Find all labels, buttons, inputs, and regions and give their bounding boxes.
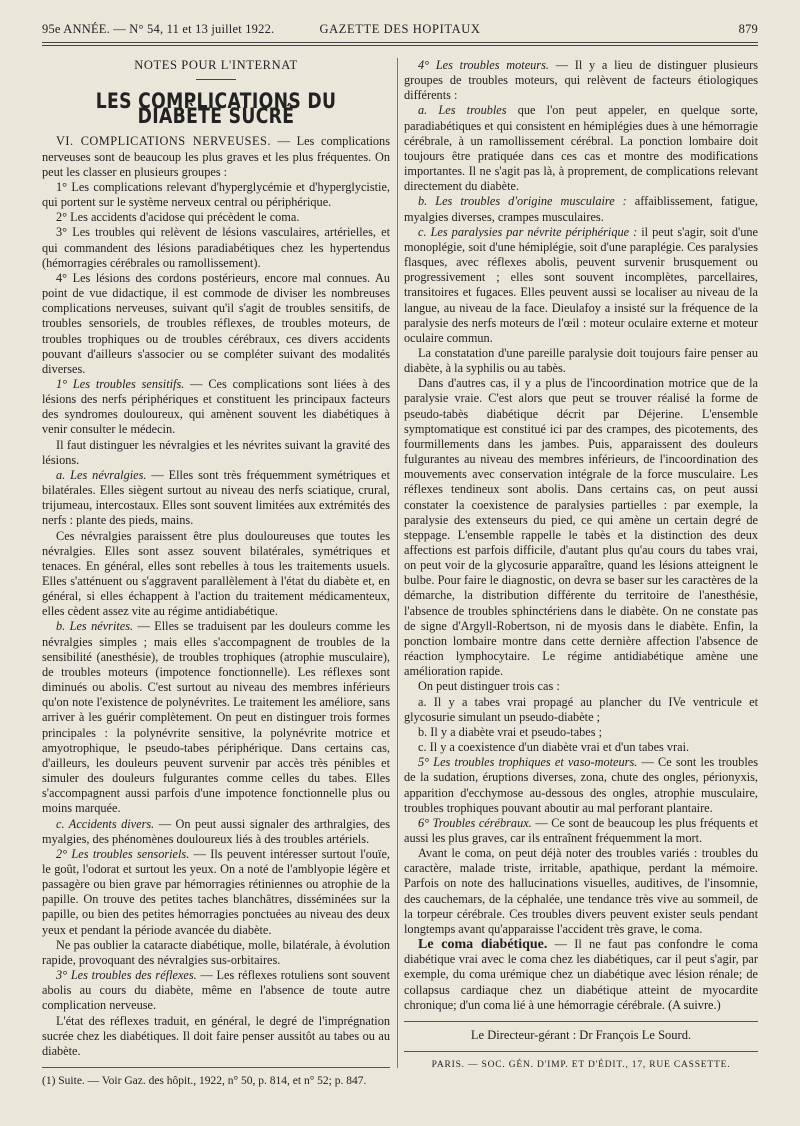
page-number: 879 (738, 22, 758, 36)
article-title: LES COMPLICATIONS DU DIABÈTE SUCRÉ (95, 89, 337, 129)
paragraph-text: — Les complications nerveuses sont de beaucoup les plus graves et les plus fréquentes. On peut les classer en plusieurs groupes : (42, 134, 390, 179)
paragraph-text: L'état des réflexes traduit, en général, le degré de l'imprégnation sucrée chez les diabétiques. Il doit faire penser aussitôt au tabes ou au diabète. (42, 1013, 390, 1058)
paragraph-text: — Elles sont très fréquemment symétriques et bilatérales. Elles siègent surtout au niveau des nerfs sciatique, crural, trijumeau, intercostaux. Elles sont souvent limitées aux extrémités des nerfs : plante des pieds, mains. (42, 467, 390, 528)
paragraph-heading: 6° Troubles cérébraux. (418, 815, 532, 830)
paragraph-text: — Les réflexes rotuliens sont souvent abolis au cours du diabète, même en l'absence de toute autre complication nerveuse. (42, 968, 390, 1013)
right-column (404, 58, 758, 1073)
paragraph-heading: b. Les névrites. (56, 619, 134, 634)
paragraph-text: — Il ne faut pas confondre le coma diabétique vrai avec le coma chez les diabétiques, car il peut s'agir, par exemple, du coma urémique chez un diabétique avec lésion rénale; de collapsus cardiaque chez un diabétique atteint de myocardite chronique; d'un coma lié à une hémorragie cérébrale. (A suivre.) (404, 937, 758, 1012)
paragraph-text: 1° Les complications relevant d'hyperglycémie et d'hyperglycistie, qui portent sur le système nerveux central ou périphérique. (42, 179, 390, 210)
paragraph (42, 468, 390, 529)
footnote-rule (42, 1067, 390, 1068)
paragraph-text: 2° Les accidents d'acidose qui précèdent le coma. (56, 210, 300, 225)
paragraph (404, 755, 758, 816)
paragraph-text: — Ils peuvent intéresser surtout l'ouïe, le goût, l'odorat et surtout les yeux. On a noté de l'amblyopie légère et passagère ou bien grave par hémorragies rétiniennes ou atrophie de la papille. On trouve des petites taches blanchâtres, disséminées sur la papille, ou bien des petites hémorragies ponctuées au niveau des deux yeux et pendant la période avancée du diabète. (42, 846, 390, 937)
printer-line: PARIS. — SOC. GÉN. D'IMP. ET D'ÉDIT., 17, RUE CASSETTE. (431, 1060, 731, 1070)
paragraph-lead: VI. COMPLICATIONS NERVEUSES. (56, 134, 271, 149)
paragraph (42, 377, 390, 438)
paragraph-text: Ne pas oublier la cataracte diabétique, molle, bilatérale, à évolution rapide, provoquant des névralgies sus-orbitaires. (42, 937, 390, 967)
paragraph-text: b. Il y a diabète vrai et pseudo-tabes ; (418, 724, 603, 739)
section-rule (196, 79, 236, 80)
signature-rule (404, 1021, 758, 1022)
paragraph-text: que l'on peut appeler, en quelque sorte, paradiabétiques et qui consistent en hémiplégies dues à une hémorragie cérébrale, à un ramollissement cérébral. La ponction lombaire doit toujours être pratiquée dans ces cas et montre des modifications importantes. Il ne s'agit pas là, à proprement, de complications relevant directement du diabète. (404, 103, 758, 194)
paragraph-heading: a. Les névralgies. (56, 467, 147, 482)
paragraph (404, 679, 758, 694)
paragraph (404, 846, 758, 937)
paragraph (404, 225, 758, 346)
paragraph-text: 4° Les lésions des cordons postérieurs, encore mal connues. Au point de vue didactique, il est commode de diviser les nombreuses complications nerveuses, suivant qu'il s'agit de troubles sensitifs, de troubles sensoriels, de troubles réflexes, de troubles moteurs, de troubles trophiques ou de troubles cérébraux, ces divers accidents pouvant d'ailleurs s'associer ou se compléter suivant des modalités diverses. (42, 270, 390, 376)
paragraph-text: 3° Les troubles qui relèvent de lésions vasculaires, artérielles, et qui commandent des lésions paradiabétiques chez les hypertendus (hémorragies cérébrales ou ramollissement). (42, 225, 390, 270)
paragraph-text: On peut distinguer trois cas : (418, 679, 560, 694)
paragraph (42, 968, 390, 1013)
paragraph-text: — Elles se traduisent par les douleurs comme les névralgies simples ; mais elles s'accompagnent de troubles de la sensibilité (anesthésie), de troubles trophiques (atrophie musculaire), de troubles moteurs (impotence fonctionnelle). Les réflexes sont diminués ou abolis. C'est surtout au niveau des membres inférieurs qu'on note l'existence de polynévrites. Le traitement les améliore, sans arriver à les guérir complètement. On peut en distinguer trois formes principales : la polynévrite sensitive, la polynévrite motrice et amyotrophique, le pseudo-tabes périphérique. Dans certains cas, d'ailleurs, les douleurs peuvent survenir par accès très pénibles et simuler des douleurs fulgurantes comme celles du tabes. Elles s'accompagnent aussi parfois d'une impotence fonctionnelle plus ou moins marquée. (42, 619, 390, 816)
paragraph (42, 529, 390, 620)
paragraph (42, 619, 390, 816)
paragraph-text: — On peut aussi signaler des arthralgies, des myalgies, des phénomènes douloureux liés à des troubles artériels. (42, 816, 390, 846)
issue-info: 95e ANNÉE. — N° 54, 11 et 13 juillet 1922. (42, 22, 275, 36)
column-divider (397, 58, 398, 1068)
paragraph (404, 937, 758, 1013)
paragraph-heading: c. Accidents divers. (56, 816, 155, 831)
paragraph (42, 1014, 390, 1059)
signature: Le Directeur-gérant : Dr François Le Sourd. (470, 1027, 692, 1042)
paragraph-text: c. Il y a coexistence d'un diabète vrai et d'un tabes vrai. (418, 740, 690, 755)
paragraph (42, 180, 390, 210)
right-body (404, 58, 758, 1013)
running-header (42, 22, 758, 40)
paragraph-heading: c. Les paralysies par névrite périphérique : (418, 224, 638, 239)
paragraph-text: Dans d'autres cas, il y a plus de l'incoordination motrice que de la paralysie vraie. C'est alors que peut se trouver réalisé la forme de pseudo-tabès diabétique décrit par Déjerine. L'ensemble symptomatique est constitué ici par des crampes, des picotements, des fourmillements dans les jambes. Puis, apparaissent des douleurs fulgurantes au niveau des membres inférieurs, de l'incoordination des mouvements avec conservation intégrale de la force musculaire. Les réflexes tendineux sont abolis. Dans certains cas, on peut aussi constater la coexistence de paralysies partielles : par exemple, la paralysie des extenseurs du pied, ce qui amène un certain degré de steppage. L'ensemble rappelle le tabès et la distinction des deux affections est parfois difficile, d'autant plus qu'au cours du tabes vrai, on peut voir de la glycosurie apparaître, quand les lésions atteignent le bulbe. Pour faire le diagnostic, on devra se baser sur les caractères de la démarche, la distribution différente du territoire de l'anesthésie, l'absence de troubles sphinctériens dans le diabète. On ne constate pas de signe d'Argyll-Robertson, ni de myosis dans le diabète. Enfin, la ponction lombaire montre dans cette dernière affection l'absence de réaction lymphocytaire. Le régime antidiabétique amène une amélioration rapide. (404, 376, 758, 679)
paragraph-heading: 2° Les troubles sensoriels. (56, 846, 190, 861)
paragraph (42, 134, 390, 179)
paragraph-text: La constatation d'une pareille paralysie doit toujours faire penser au diabète, à la syphilis ou au tabès. (404, 345, 758, 376)
paragraph (404, 740, 758, 755)
paragraph (404, 376, 758, 679)
paragraph (404, 194, 758, 224)
paragraph-text: Ces névralgies paraissent être plus douloureuses que toutes les névralgies. Elles sont assez souvent bilatérales, symétriques et tenaces. En général, elles sont rebelles à tous les traitements usuels. Elles s'atténuent ou s'aggravent parallèlement à l'état du diabète et, en général, si elles échappent à l'action du traitement médicamenteux, elles cèdent assez vite au régime antidiabétique. (42, 528, 390, 619)
paragraph-heading: 4° Les troubles moteurs. (418, 58, 549, 72)
paragraph (404, 695, 758, 725)
left-column (42, 58, 390, 1088)
section-label: NOTES POUR L'INTERNAT (134, 58, 298, 72)
paragraph (42, 271, 390, 377)
left-body (42, 134, 390, 1059)
header-rule (42, 42, 758, 43)
paragraph-text: — Ces complications sont liées à des lésions des nerfs périphériques et constituent les principaux facteurs des syndromes douloureux, qui amènent souvent les diabétiques à venir consulter le médecin. (42, 376, 390, 437)
paragraph-heading: 5° Les troubles trophiques et vaso-moteurs. (418, 755, 638, 770)
paragraph-heading: a. Les troubles (418, 103, 507, 118)
paragraph-text: affaiblissement, fatigue, myalgies diverses, crampes musculaires. (404, 194, 758, 224)
paragraph (42, 438, 390, 468)
paragraph (404, 346, 758, 376)
footnote: (1) Suite. — Voir Gaz. des hôpit., 1922, n° 50, p. 814, et n° 52; p. 847. (42, 1075, 367, 1087)
paragraph (42, 210, 390, 225)
paragraph-heading: 3° Les troubles des réflexes. (56, 968, 197, 983)
paragraph-text: a. Il y a tabes vrai propagé au plancher du IVe ventricule et glycosurie simulant un pseudo-diabète ; (404, 694, 758, 724)
paragraph-heading: b. Les troubles d'origine musculaire : (418, 194, 627, 209)
paragraph (42, 225, 390, 270)
paragraph-text: Avant le coma, on peut déjà noter des troubles variés : troubles du caractère, malade triste, irritable, apathique, perdant la mémoire. Parfois on note des hallucinations visuelles, auditives, de l'insomnie, des cauchemars, de la céphalée, une tendance très vive au sommeil, de la torpeur cérébrale. Ces troubles divers peuvent exister seuls pendant longtemps avant qu'apparaisse l'accident très grave, le coma. (404, 846, 758, 936)
paragraph (404, 816, 758, 846)
paragraph (42, 817, 390, 847)
paragraph-heading: Le coma diabétique. (418, 937, 548, 953)
paragraph (42, 938, 390, 968)
paragraph-text: — Ce sont les troubles de la sudation, éruptions diverses, zona, chute des ongles, périonyxis, apparition d'ecchymose au-dessous des ongles, atrophie musculaire, troubles trophiques pouvant aboutir au mal perforant plantaire. (404, 755, 758, 815)
paragraph (42, 847, 390, 938)
paragraph-text: Il faut distinguer les névralgies et les névrites suivant la gravité des lésions. (42, 437, 390, 467)
paragraph (404, 58, 758, 103)
paragraph-heading: 1° Les troubles sensitifs. (56, 376, 185, 391)
journal-name: GAZETTE DES HOPITAUX (319, 22, 481, 36)
paragraph-text: il peut s'agir, soit d'une monoplégie, soit d'une hémiplégie, soit d'une paraplégie. Ces paralysies flasques, avec réflexes abolis, peuvent survenir brusquement ou progressivement ; elles sont souvent incomplètes, parcellaires, transitoires et fugaces. Elles peuvent aussi se localiser au niveau de la langue, au niveau de la face. Dieulafoy a insisté sur la fréquence de la paralysie des nerfs moteurs de l'œil : moteur oculaire externe et moteur oculaire commun. (404, 224, 758, 345)
printer-rule (404, 1051, 758, 1052)
paragraph (404, 103, 758, 194)
paragraph-text: — Il y a lieu de distinguer plusieurs groupes de troubles moteurs, qui relèvent de facteurs étiologiques différents : (404, 58, 758, 103)
paragraph-text: — Ce sont de beaucoup les plus fréquents et aussi les plus graves, car ils entraînent fréquemment la mort. (404, 815, 759, 845)
header-rule-2 (42, 45, 758, 46)
paragraph (404, 725, 758, 740)
